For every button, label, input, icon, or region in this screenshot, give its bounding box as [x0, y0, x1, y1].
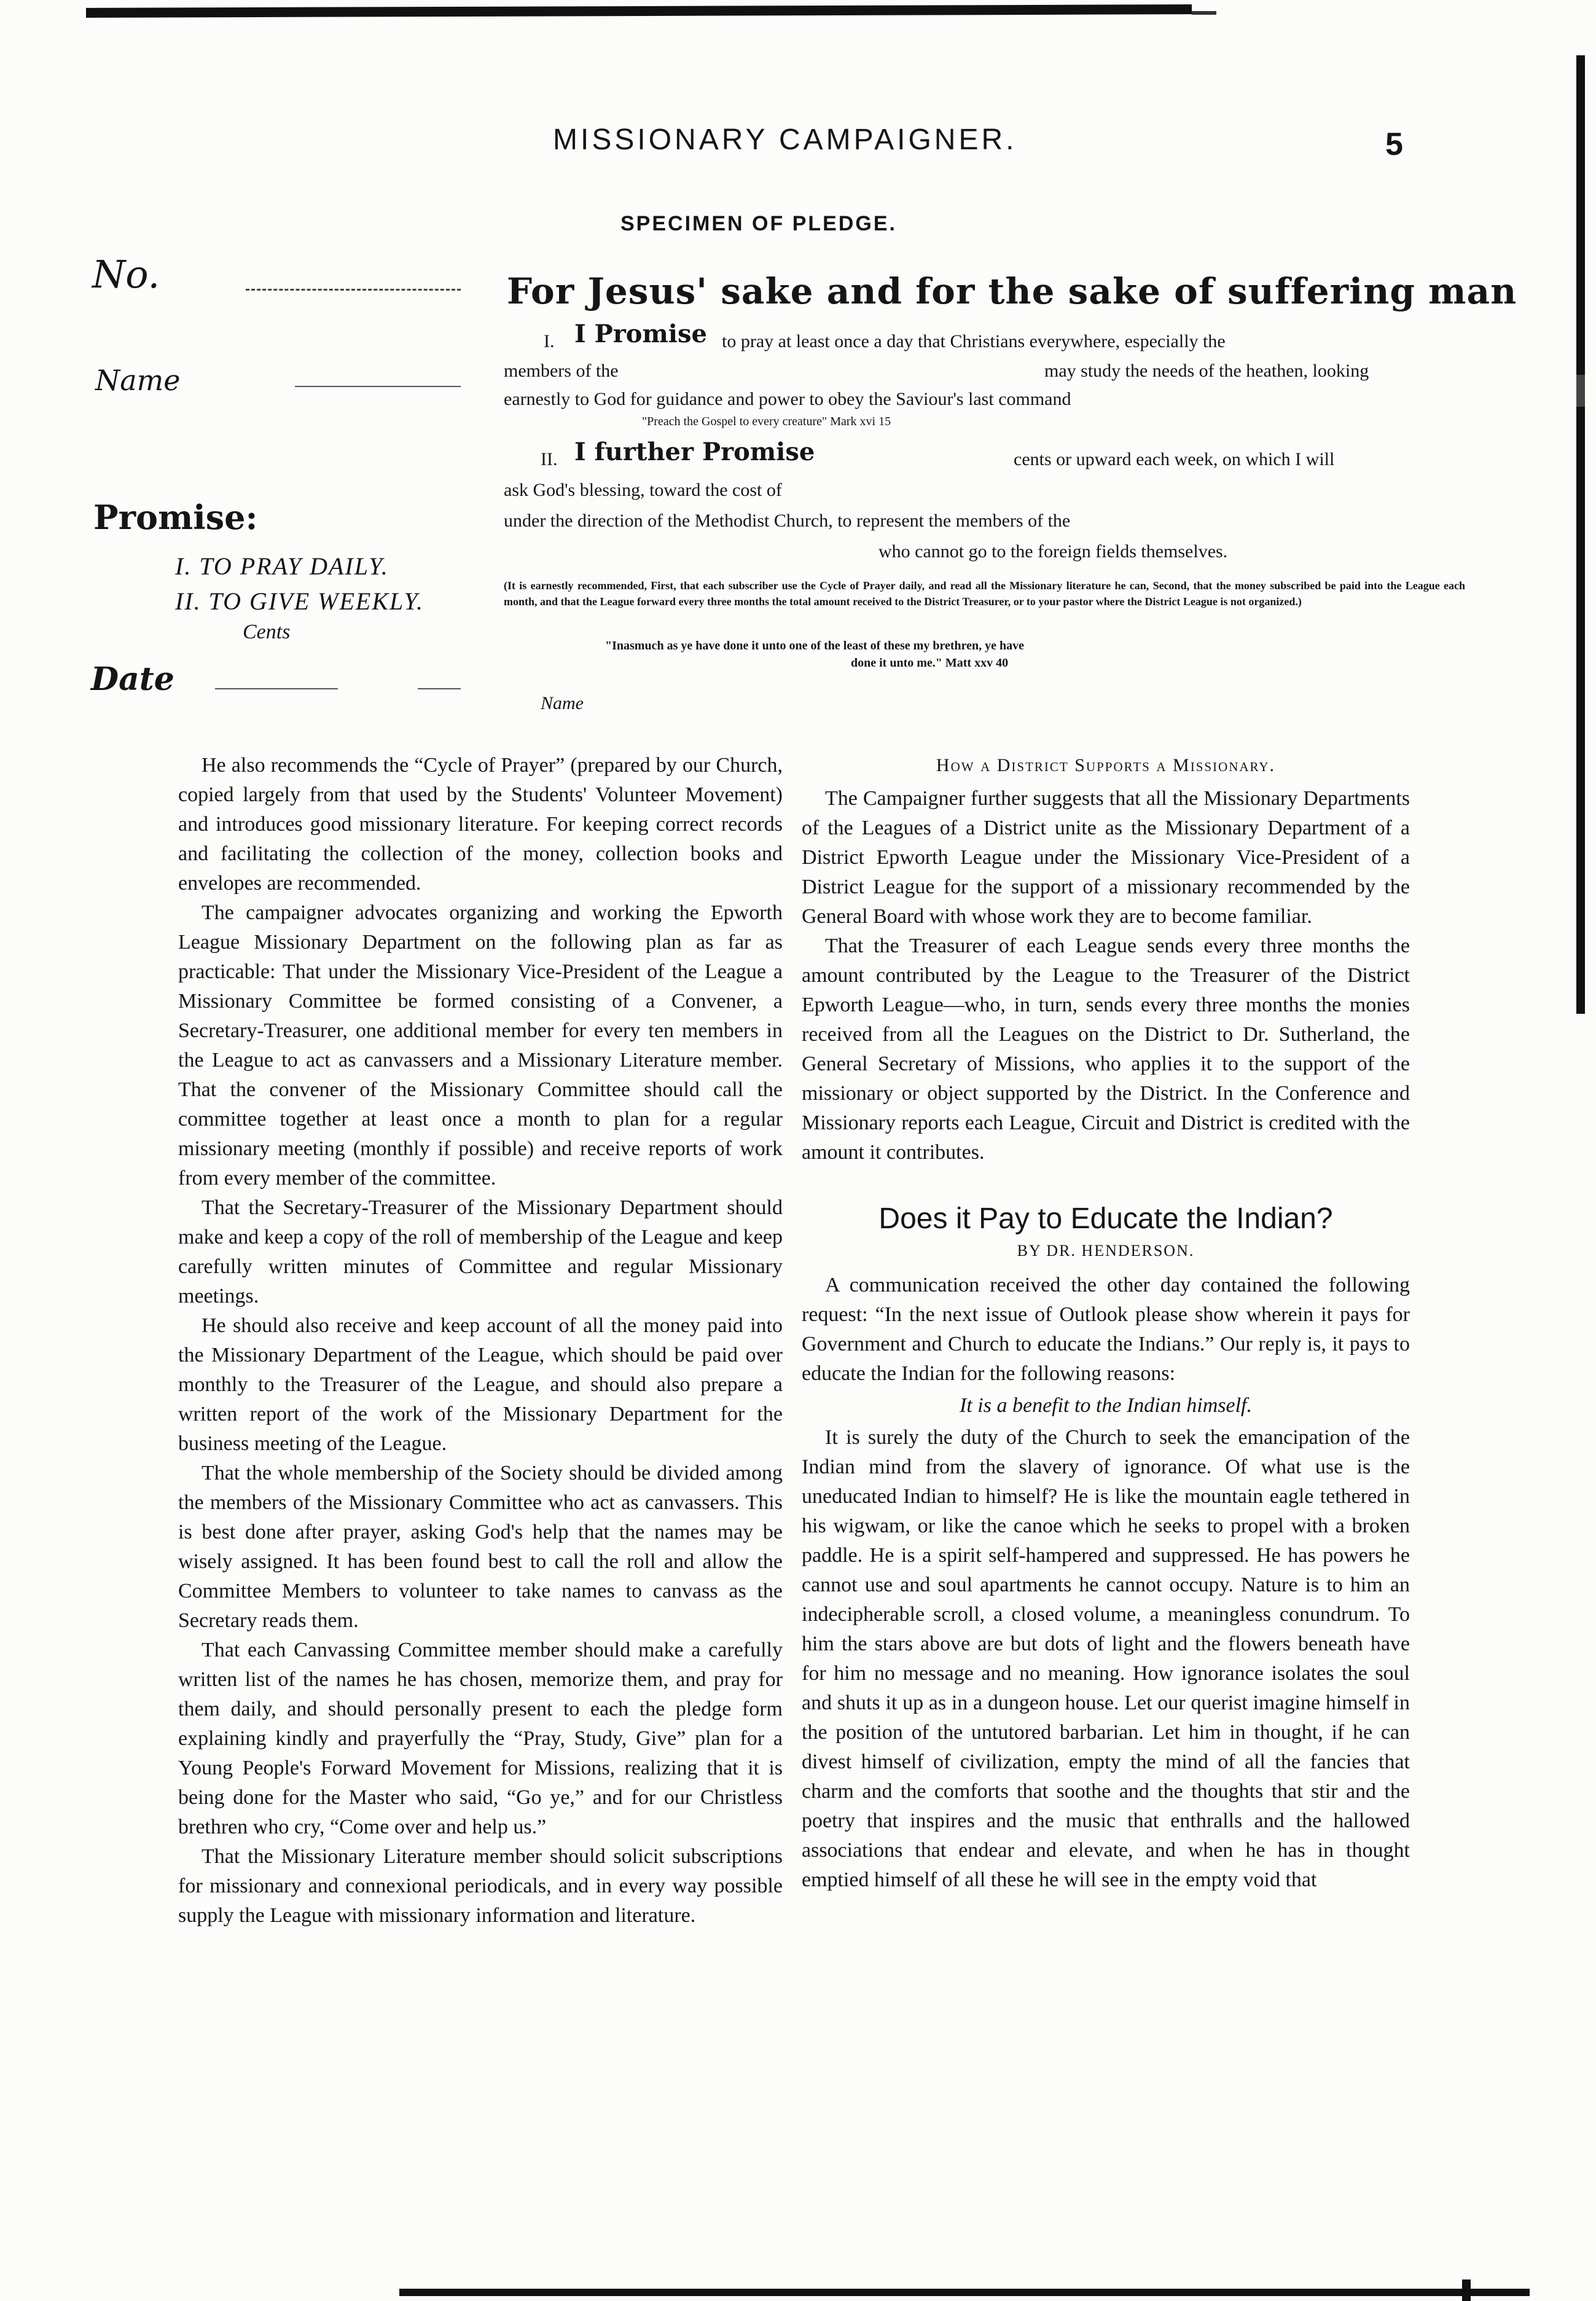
date-field-blank-end	[418, 688, 461, 689]
article-byline: BY DR. HENDERSON.	[1017, 1242, 1195, 1260]
closing-quote-line-1: "Inasmuch as ye have done it unto one of the least of these my brethren, ye have	[605, 639, 1025, 653]
left-paragraph: That the Secretary-Treasurer of the Missionary Department should make and keep a copy of the roll of membership of the League and keep carefully written minutes of Committee and regular Missionary meetings.	[178, 1196, 783, 1307]
left-paragraph: That the Missionary Literature member should solicit subscriptions for missionary and connexional periodicals, and in every way possible supply the League with missionary information and literature.	[178, 1845, 783, 1927]
first-promise-line-3: earnestly to God for guidance and power to obey the Saviour's last command	[504, 389, 1071, 409]
left-paragraph: That each Canvassing Committee member should make a carefully written list of the names he has chosen, memorize them, and pray for them daily, and should personally present to each the pledge form explaining kindly and prayerfully the “Pray, Study, Give” plan for a Young People's Forward Movement for Missions, realizing that it is being done for the Master who said, “Go ye,” and for our Christless brethren who cry, “Come over and help us.”	[178, 1639, 783, 1838]
first-promise-line-2b: may study the needs of the heathen, looking	[1044, 361, 1369, 381]
promise-item-pray: I. TO PRAY DAILY.	[175, 552, 389, 580]
date-field-blank	[215, 688, 338, 689]
pledge-note: (It is earnestly recommended, First, that each subscriber use the Cycle of Prayer daily, and read all the Missionary literature he can, Second, that the money subscribed be paid into the League each month, and that the League forward every three months the total amount received to the District Treasurer, or to your pastor where the District League is not organized.)	[504, 579, 1465, 608]
first-promise-lead: I Promise	[574, 319, 707, 348]
bottom-border-mark	[1462, 2279, 1471, 2301]
right-column	[802, 751, 1410, 1895]
promise-box-heading: Promise:	[93, 498, 258, 537]
number-field-blank	[246, 289, 461, 291]
page-number: 5	[1385, 127, 1403, 162]
pledge-heading: SPECIMEN OF PLEDGE.	[620, 212, 897, 235]
section-heading: How a District Supports a Missionary.	[936, 755, 1276, 775]
second-promise-lead: I further Promise	[574, 437, 815, 466]
cents-field-label: Cents	[243, 621, 291, 643]
second-promise-line-3: under the direction of the Methodist Church, to represent the members of the	[504, 511, 1071, 531]
article-title: Does it Pay to Educate the Indian?	[878, 1202, 1333, 1235]
first-promise-quote: "Preach the Gospel to every creature" Mark xvi 15	[642, 415, 891, 428]
date-field-label: Date	[91, 661, 174, 698]
left-paragraph: He should also receive and keep account of all the money paid into the Missionary Department of the League, which should be paid over monthly to the Treasurer of the League, and should also prepare a written report of the work of the Missionary Department for the business meeting of the League.	[178, 1314, 783, 1455]
left-paragraph: The campaigner advocates organizing and working the Epworth League Missionary Department on the following plan as far as practicable: That under the Missionary Vice-President of the League a Missionary Committee be formed consisting of a Convener, a Secretary-Treasurer, one additional member for every ten members in the League to act as canvassers and a Missionary Literature member. That the convener of the Missionary Committee should call the committee together at least once a month to plan for a regular missionary meeting (monthly if possible) and receive reports of work from every member of the committee.	[178, 901, 783, 1190]
first-promise-numeral: I.	[544, 331, 555, 351]
closing-quote-line-2: done it unto me." Matt xxv 40	[851, 656, 1009, 670]
pledge-title: For Jesus' sake and for the sake of suffering man	[507, 270, 1517, 312]
article-subheading: It is a benefit to the Indian himself.	[960, 1394, 1252, 1417]
second-promise-line-2: ask God's blessing, toward the cost of	[504, 480, 782, 500]
name-field-blank	[295, 386, 461, 387]
bottom-border-rule	[399, 2289, 1530, 2296]
article-body: It is surely the duty of the Church to seek the emancipation of the Indian mind from the slavery of ignorance. Of what use is the uneducated Indian to himself? He is like the mountain eagle tethered in his wigwam, or like the canoe which he seeks to propel with a broken paddle. He is a spirit self-hampered and suppressed. He has powers he cannot use and soul apartments he cannot occupy. Nature is to him an indecipherable scroll, a closed volume, a meaningless conundrum. To him the stars above are but dots of light and the flowers beneath have for him no message and no meaning. How ignorance isolates the soul and shuts it up as in a dungeon house. Let our querist imagine himself in the position of the untutored barbarian. Let him in thought, if he can divest himself of civilization, empty the mind of all the fancies that charm and the comforts that soothe and the thoughts that stir and the poetry that inspires and the music that enthralls and the hallowed associations that endear and elevate, and when he has in thought emptied himself of all these he will see in the empty void that	[802, 1426, 1410, 1891]
right-paragraph: That the Treasurer of each League sends every three months the amount contributed by the League to the Treasurer of the District Epworth League—who, in turn, sends every three months the monies received from all the Leagues on the District to Dr. Sutherland, the General Secretary of Missions, who applies it to the support of the missionary or object supported by the District. In the Conference and Missionary reports each League, Circuit and District is credited with the amount it contributes.	[802, 935, 1410, 1164]
second-promise-line-1: cents or upward each week, on which I will	[1014, 449, 1335, 469]
left-column	[178, 751, 783, 1931]
second-promise-numeral: II.	[541, 449, 558, 469]
promise-item-give: II. TO GIVE WEEKLY.	[175, 587, 424, 615]
article-intro: A communication received the other day contained the following request: “In the next issue of Outlook please show wherein it pays for Government and Church to educate the Indians.” Our reply is, it pays to educate the Indian for the following reasons:	[802, 1274, 1410, 1385]
left-paragraph: He also recommends the “Cycle of Prayer” (prepared by our Church, copied largely from that used by the Students' Volunteer Movement) and introduces good missionary literature. For keeping correct records and facilitating the collection of the money, collection books and envelopes are recommended.	[178, 754, 783, 895]
name-field-label: Name	[95, 364, 181, 397]
first-promise-line-1: to pray at least once a day that Christians everywhere, especially the	[722, 331, 1226, 351]
right-paragraph: The Campaigner further suggests that all the Missionary Departments of the Leagues of a District unite as the Missionary Department of a District Epworth League under the Missionary Vice-President of a District League for the support of a missionary recommended by the General Board with whose work they are to become familiar.	[802, 787, 1410, 928]
right-edge-rule	[1576, 55, 1585, 1653]
second-promise-line-4: who cannot go to the foreign fields themselves.	[878, 541, 1228, 562]
signature-label: Name	[541, 693, 584, 713]
number-field-label: No.	[92, 252, 160, 297]
first-promise-line-2a: members of the	[504, 361, 619, 381]
top-border-fragment	[1192, 11, 1216, 15]
top-border-rule	[86, 4, 1192, 18]
running-title: MISSIONARY CAMPAIGNER.	[553, 123, 1017, 156]
left-paragraph: That the whole membership of the Society should be divided among the members of the Missionary Committee who act as canvassers. This is best done after prayer, asking God's help that the names may be wisely assigned. It has been found best to call the roll and allow the Committee Members to volunteer to take names to canvass as the Secretary reads them.	[178, 1462, 783, 1632]
